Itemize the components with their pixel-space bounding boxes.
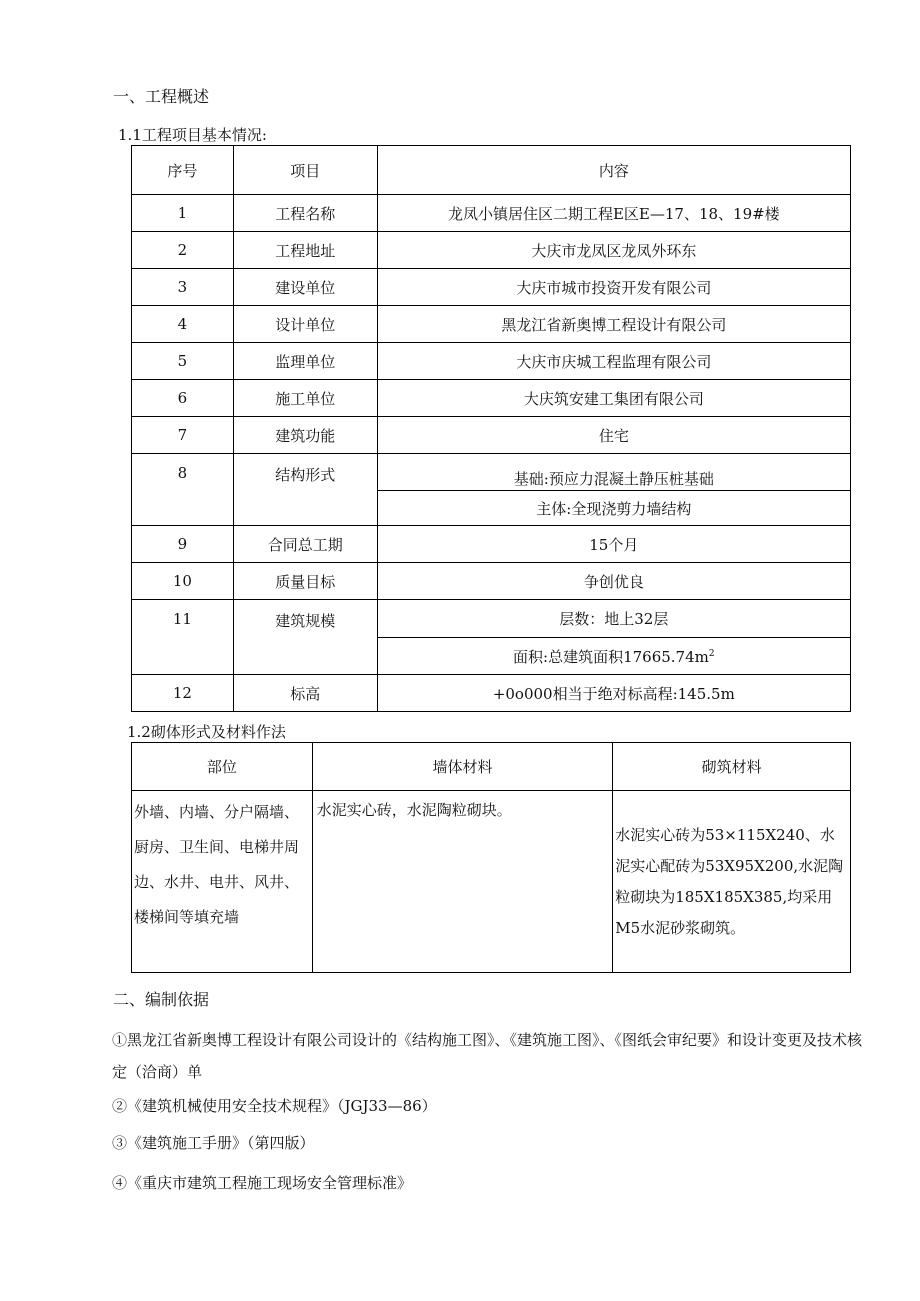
row-no: 1 xyxy=(132,195,234,232)
row-item: 施工单位 xyxy=(233,380,377,417)
area-unit-superscript: 2 xyxy=(708,648,715,659)
row-item: 设计单位 xyxy=(233,306,377,343)
row-no: 10 xyxy=(132,563,234,600)
header-no: 序号 xyxy=(132,146,234,195)
row-content-foundation: 基础:预应力混凝土静压桩基础 xyxy=(377,454,850,491)
table-row xyxy=(132,600,851,638)
basis-item-4: ④《重庆市建筑工程施工现场安全管理标准》 xyxy=(112,1174,413,1192)
row-content: 住宅 xyxy=(377,417,850,454)
section-2-heading: 二、编制依据 xyxy=(113,990,210,1009)
table-row xyxy=(132,526,851,563)
table-row xyxy=(132,232,851,269)
wall-material-cell: 水泥实心砖，水泥陶粒砌块。 xyxy=(312,791,613,973)
row-content: 大庆市龙凤区龙凤外环东 xyxy=(377,232,850,269)
row-content-floors: 层数：地上32层 xyxy=(377,600,850,638)
table-row xyxy=(132,195,851,232)
location-cell: 外墙、内墙、分户隔墙、厨房、卫生间、电梯井周边、水井、电井、风井、楼梯间等填充墙 xyxy=(132,791,313,973)
subsection-1-2-heading: 1.2砌体形式及材料作法 xyxy=(127,723,286,741)
table-header-row xyxy=(132,743,851,791)
row-item: 标高 xyxy=(233,675,377,712)
header-item: 项目 xyxy=(233,146,377,195)
row-no: 2 xyxy=(132,232,234,269)
row-item: 工程名称 xyxy=(233,195,377,232)
table-row xyxy=(132,563,851,600)
row-item: 建筑规模 xyxy=(233,600,377,675)
row-item: 合同总工期 xyxy=(233,526,377,563)
table-row xyxy=(132,380,851,417)
row-no: 5 xyxy=(132,343,234,380)
table-row xyxy=(132,791,851,973)
header-masonry-material: 砌筑材料 xyxy=(613,743,851,791)
row-no: 12 xyxy=(132,675,234,712)
row-no: 7 xyxy=(132,417,234,454)
row-no: 6 xyxy=(132,380,234,417)
row-content-main-structure: 主体:全现浇剪力墙结构 xyxy=(377,491,850,526)
row-item: 工程地址 xyxy=(233,232,377,269)
row-content-area xyxy=(377,638,850,675)
row-content: 大庆筑安建工集团有限公司 xyxy=(377,380,850,417)
table-row xyxy=(132,269,851,306)
section-1-heading: 一、工程概述 xyxy=(113,87,210,106)
row-content: 大庆市庆城工程监理有限公司 xyxy=(377,343,850,380)
table-header-row xyxy=(132,146,851,195)
table-row xyxy=(132,306,851,343)
row-content: 龙凤小镇居住区二期工程E区E—17、18、19#楼 xyxy=(377,195,850,232)
table-row xyxy=(132,454,851,491)
subsection-1-1-heading: 1.1工程项目基本情况: xyxy=(118,126,267,144)
basis-item-2: ②《建筑机械使用安全技术规程》（JGJ33—86） xyxy=(112,1097,437,1115)
masonry-table xyxy=(131,742,851,973)
row-no: 9 xyxy=(132,526,234,563)
row-item: 质量目标 xyxy=(233,563,377,600)
basis-item-3: ③《建筑施工手册》（第四版） xyxy=(112,1134,315,1152)
table-row xyxy=(132,343,851,380)
row-no: 3 xyxy=(132,269,234,306)
row-item: 结构形式 xyxy=(233,454,377,526)
row-item: 监理单位 xyxy=(233,343,377,380)
header-location: 部位 xyxy=(132,743,313,791)
row-item: 建设单位 xyxy=(233,269,377,306)
table-row xyxy=(132,675,851,712)
row-no: 4 xyxy=(132,306,234,343)
basis-item-1: ①黑龙江省新奥博工程设计有限公司设计的《结构施工图》、《建筑施工图》、《图纸会审纪要》和设计变更及技术核定（洽商）单 xyxy=(112,1031,863,1081)
row-content: 黑龙江省新奥博工程设计有限公司 xyxy=(377,306,850,343)
project-info-table xyxy=(131,145,851,712)
masonry-material-cell: 水泥实心砖为53×115X240、水泥实心配砖为53X95X200,水泥陶粒砌块为185X185X385,均采用M5水泥砂浆砌筑。 xyxy=(613,791,851,973)
table-row xyxy=(132,417,851,454)
header-content: 内容 xyxy=(377,146,850,195)
header-wall-material: 墙体材料 xyxy=(312,743,613,791)
row-content: 大庆市城市投资开发有限公司 xyxy=(377,269,850,306)
row-item: 建筑功能 xyxy=(233,417,377,454)
row-no: 8 xyxy=(132,454,234,526)
row-content: 争创优良 xyxy=(377,563,850,600)
row-no: 11 xyxy=(132,600,234,675)
area-text: 面积:总建筑面积17665.74m xyxy=(513,647,709,666)
row-content: +0o000相当于绝对标高程:145.5m xyxy=(377,675,850,712)
row-content: 15个月 xyxy=(377,526,850,563)
